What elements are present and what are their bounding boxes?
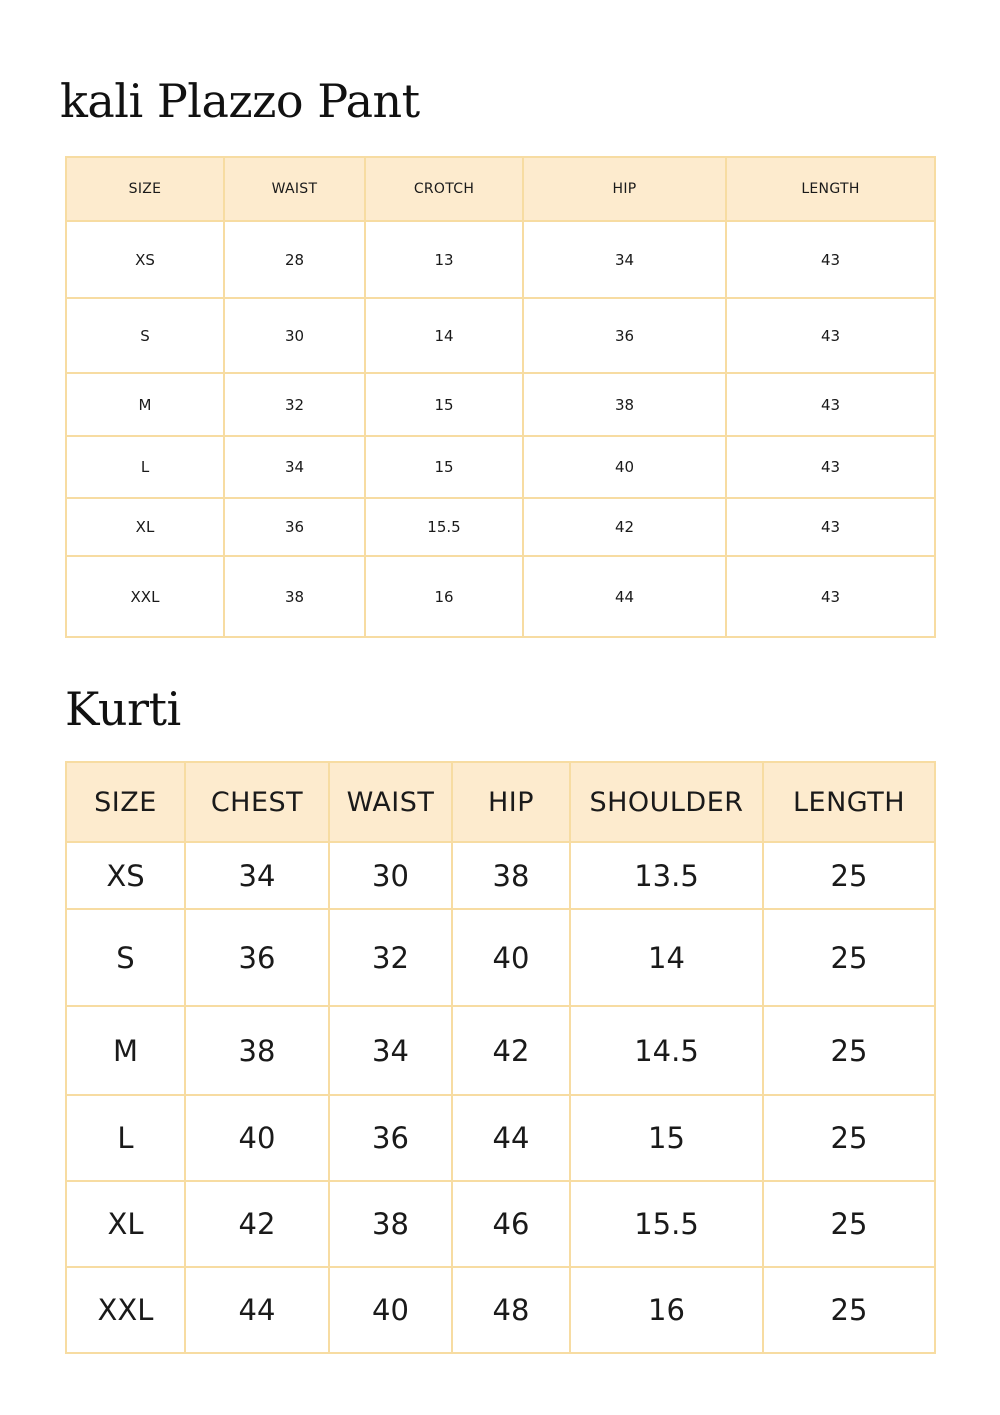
- table-cell: 34: [185, 842, 329, 909]
- table-cell: XL: [66, 498, 224, 556]
- table-cell: 40: [523, 436, 726, 498]
- table-cell: 30: [329, 842, 452, 909]
- column-header: WAIST: [224, 157, 365, 221]
- table-cell: 43: [726, 221, 935, 298]
- table-cell: 42: [185, 1181, 329, 1267]
- plazzo-size-table: [65, 156, 936, 638]
- table-cell: 13: [365, 221, 523, 298]
- column-header: SIZE: [66, 762, 185, 842]
- table-cell: 16: [570, 1267, 763, 1353]
- table-cell: M: [66, 1006, 185, 1095]
- table-cell: XS: [66, 842, 185, 909]
- table-cell: 40: [452, 909, 570, 1006]
- table-cell: XL: [66, 1181, 185, 1267]
- column-header: LENGTH: [726, 157, 935, 221]
- table-cell: 15.5: [365, 498, 523, 556]
- table-cell: 46: [452, 1181, 570, 1267]
- table-cell: 48: [452, 1267, 570, 1353]
- column-header: WAIST: [329, 762, 452, 842]
- column-header: CHEST: [185, 762, 329, 842]
- table-cell: 36: [224, 498, 365, 556]
- table-row: [66, 498, 935, 556]
- table-cell: 44: [185, 1267, 329, 1353]
- table-cell: 25: [763, 1095, 935, 1181]
- table-row: [66, 221, 935, 298]
- table-cell: 40: [329, 1267, 452, 1353]
- column-header: SHOULDER: [570, 762, 763, 842]
- plazzo-title: kali Plazzo Pant: [60, 74, 420, 128]
- column-header: SIZE: [66, 157, 224, 221]
- table-cell: 14: [570, 909, 763, 1006]
- table-cell: 36: [329, 1095, 452, 1181]
- column-header: CROTCH: [365, 157, 523, 221]
- column-header: HIP: [523, 157, 726, 221]
- table-cell: 25: [763, 1267, 935, 1353]
- table-cell: 30: [224, 298, 365, 373]
- table-header-row: [66, 762, 935, 842]
- table-cell: L: [66, 436, 224, 498]
- table-header-row: [66, 157, 935, 221]
- table-cell: 28: [224, 221, 365, 298]
- table-cell: 42: [523, 498, 726, 556]
- table-cell: M: [66, 373, 224, 436]
- table-cell: 16: [365, 556, 523, 637]
- table-cell: 44: [523, 556, 726, 637]
- table-cell: 38: [329, 1181, 452, 1267]
- table-cell: 43: [726, 556, 935, 637]
- table-cell: S: [66, 298, 224, 373]
- table-cell: S: [66, 909, 185, 1006]
- table-cell: 36: [185, 909, 329, 1006]
- table-cell: 34: [523, 221, 726, 298]
- table-row: [66, 556, 935, 637]
- table-row: [66, 1267, 935, 1353]
- table-cell: 32: [329, 909, 452, 1006]
- table-cell: 43: [726, 498, 935, 556]
- table-cell: XXL: [66, 556, 224, 637]
- table-row: [66, 373, 935, 436]
- table-row: [66, 436, 935, 498]
- table-cell: XS: [66, 221, 224, 298]
- table-cell: 44: [452, 1095, 570, 1181]
- table-row: [66, 1006, 935, 1095]
- table-cell: 15: [365, 373, 523, 436]
- table-cell: 43: [726, 436, 935, 498]
- table-cell: 25: [763, 1181, 935, 1267]
- table-cell: 38: [185, 1006, 329, 1095]
- table-cell: 32: [224, 373, 365, 436]
- table-cell: 25: [763, 842, 935, 909]
- table-row: [66, 842, 935, 909]
- table-cell: 43: [726, 298, 935, 373]
- table-cell: 38: [224, 556, 365, 637]
- table-cell: 43: [726, 373, 935, 436]
- table-row: [66, 1181, 935, 1267]
- table-cell: 40: [185, 1095, 329, 1181]
- table-cell: 38: [452, 842, 570, 909]
- table-cell: 34: [329, 1006, 452, 1095]
- table-cell: L: [66, 1095, 185, 1181]
- table-cell: XXL: [66, 1267, 185, 1353]
- table-cell: 34: [224, 436, 365, 498]
- table-cell: 25: [763, 1006, 935, 1095]
- table-cell: 38: [523, 373, 726, 436]
- kurti-title: Kurti: [65, 682, 181, 736]
- table-row: [66, 1095, 935, 1181]
- table-cell: 15.5: [570, 1181, 763, 1267]
- table-cell: 25: [763, 909, 935, 1006]
- column-header: LENGTH: [763, 762, 935, 842]
- table-cell: 15: [570, 1095, 763, 1181]
- table-cell: 15: [365, 436, 523, 498]
- table-cell: 14.5: [570, 1006, 763, 1095]
- table-cell: 13.5: [570, 842, 763, 909]
- table-row: [66, 909, 935, 1006]
- table-cell: 14: [365, 298, 523, 373]
- column-header: HIP: [452, 762, 570, 842]
- table-cell: 36: [523, 298, 726, 373]
- kurti-size-table: [65, 761, 936, 1354]
- table-row: [66, 298, 935, 373]
- table-cell: 42: [452, 1006, 570, 1095]
